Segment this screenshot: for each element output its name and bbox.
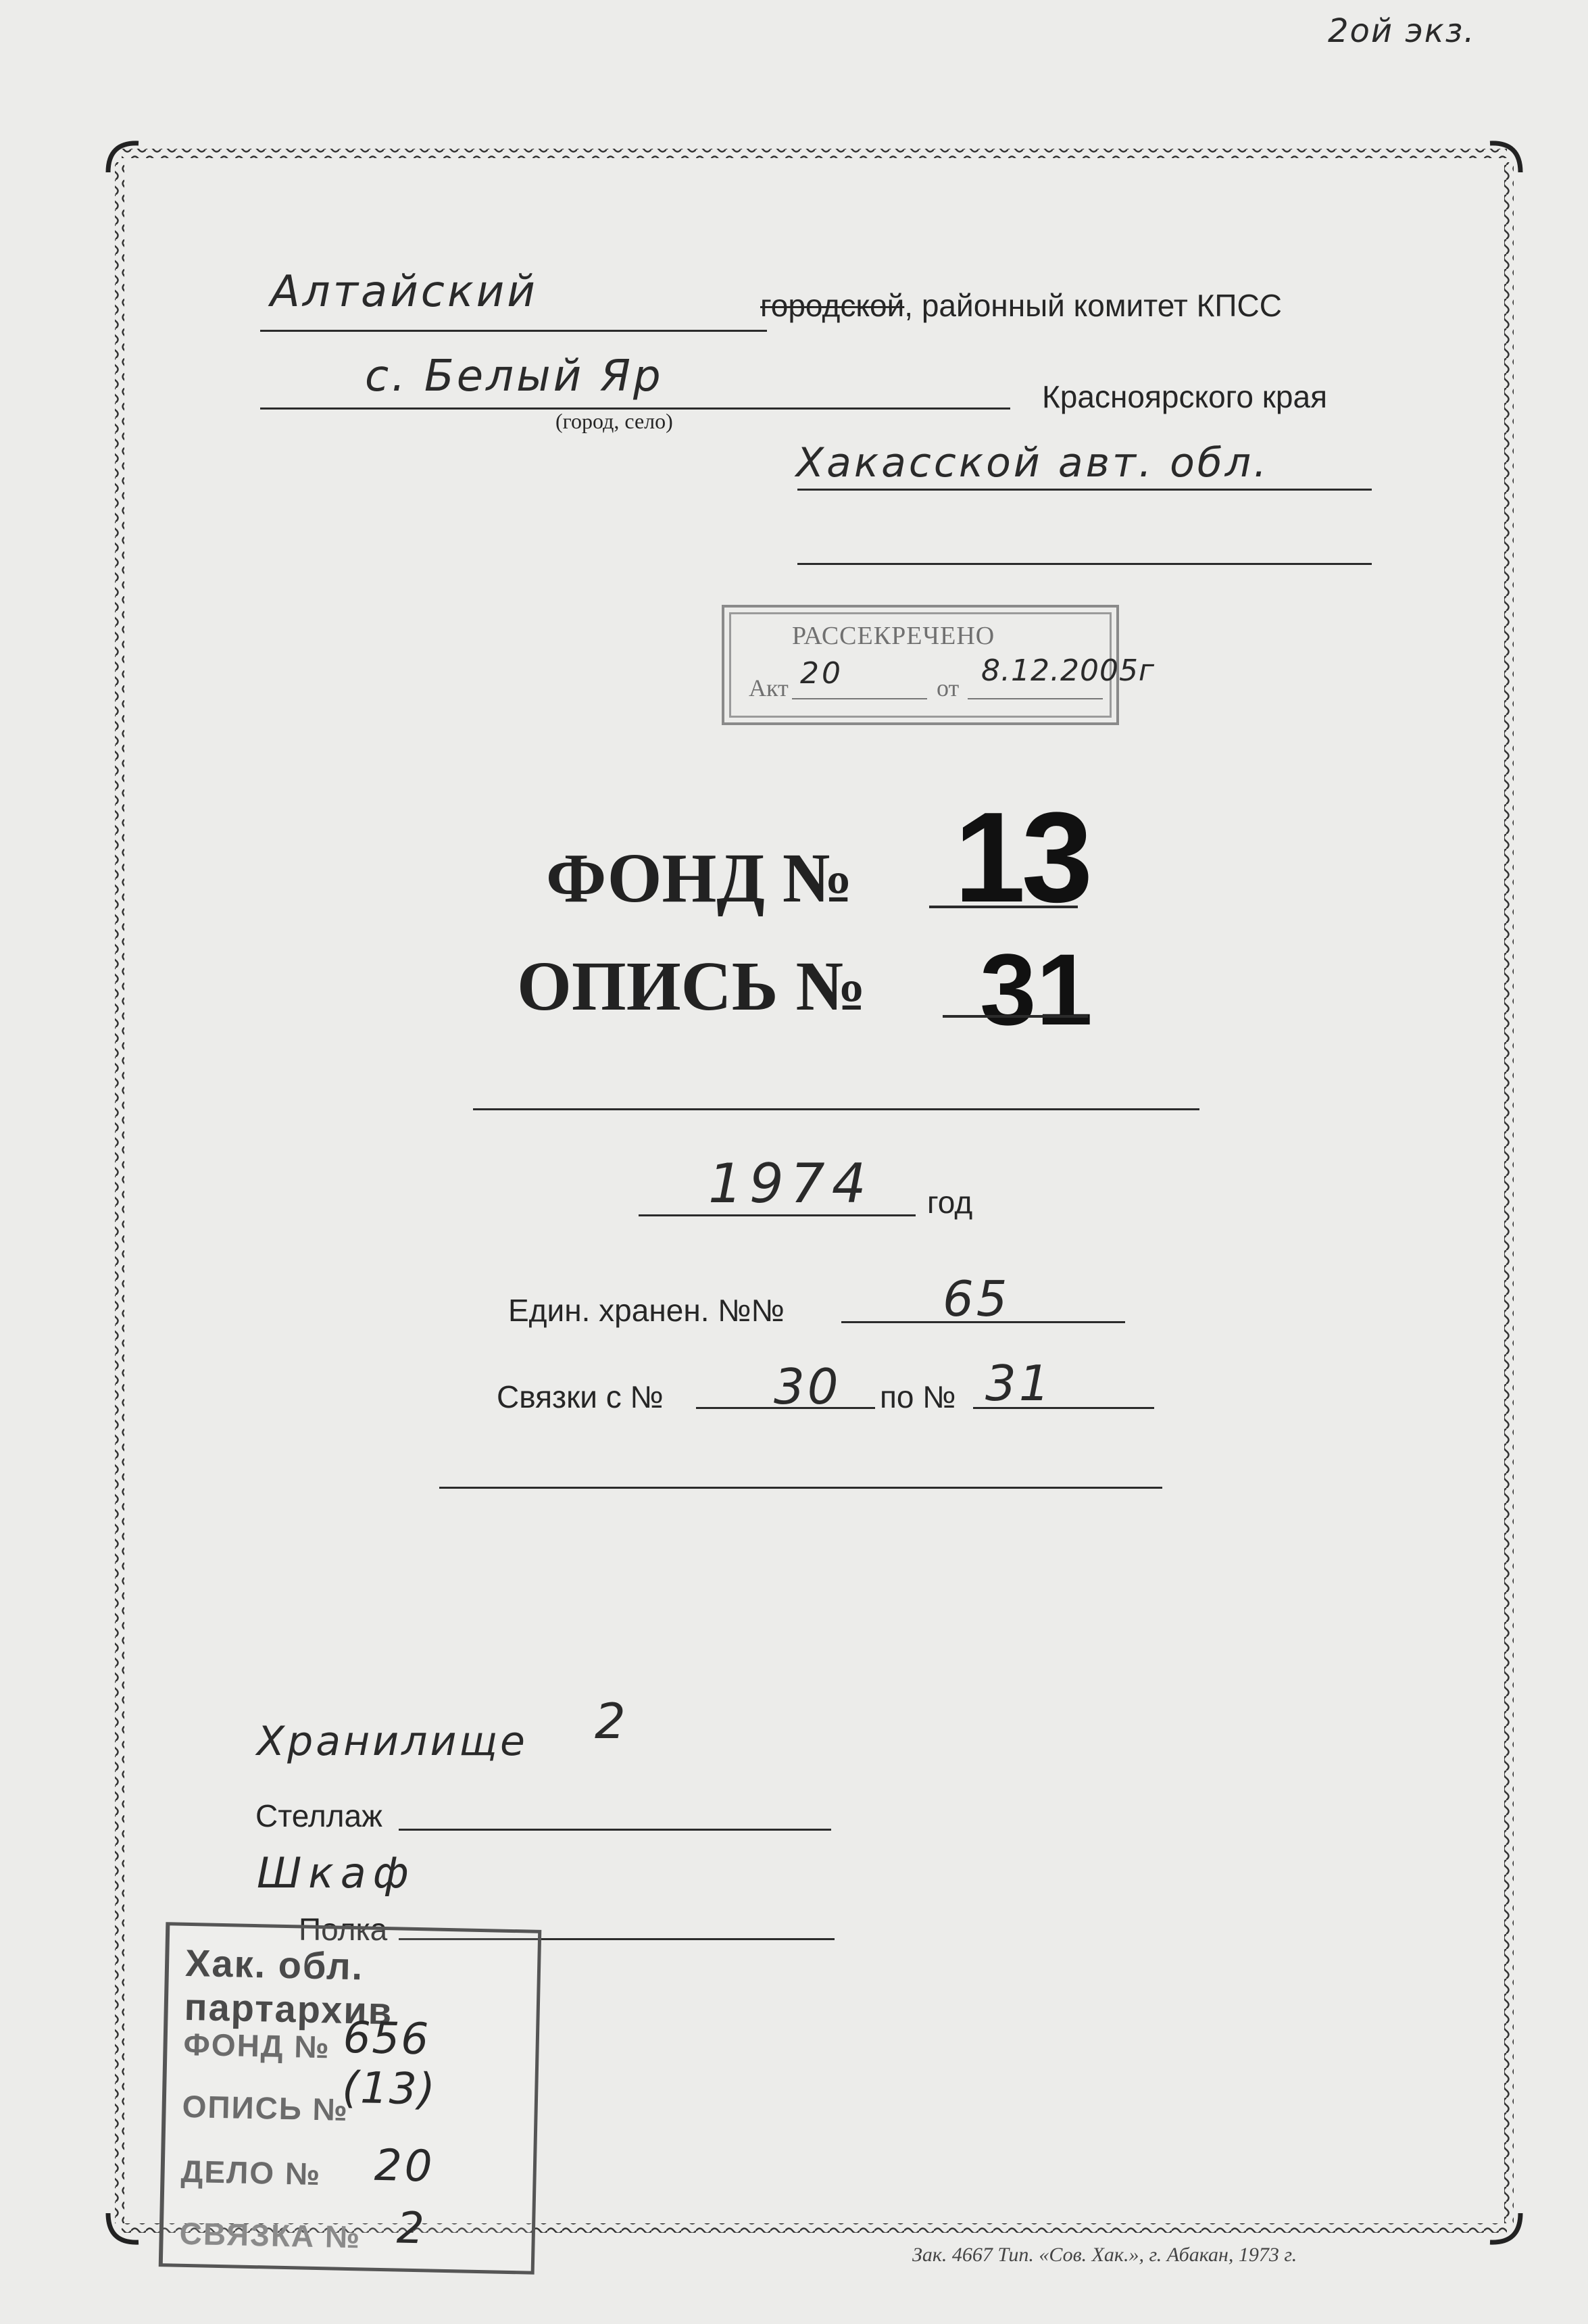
archive-svyazka-value: 2 <box>396 2203 428 2254</box>
bundles-to-label: по № <box>880 1379 956 1414</box>
archive-delo-label: ДЕЛО № <box>180 2153 322 2192</box>
copy-note: 2ой экз. <box>1328 12 1476 50</box>
archive-opis-label: ОПИСЬ № <box>182 2088 349 2127</box>
fond-label: ФОНД № <box>546 839 853 917</box>
village-name: с. Белый Яр <box>365 351 664 401</box>
print-imprint: Зак. 4667 Тип. «Сов. Хак.», г. Абакан, 1973 г. <box>912 2244 1297 2266</box>
opis-label: ОПИСЬ № <box>517 947 867 1025</box>
year-label: год <box>927 1185 973 1220</box>
archive-stamp <box>159 1922 542 2275</box>
struck-word: городской <box>760 288 905 323</box>
shelf-label: Полка <box>299 1912 388 1947</box>
vault-label: Хранилище <box>257 1718 528 1765</box>
bundles-to-value: 31 <box>985 1355 1053 1412</box>
cabinet-label: Шкаф <box>257 1848 416 1898</box>
district-name: Алтайский <box>270 267 538 317</box>
krai-label: Красноярского края <box>1042 379 1327 414</box>
archive-delo-value: 20 <box>374 2140 436 2192</box>
stamp-title: РАССЕКРЕЧЕНО <box>792 622 995 650</box>
bundles-from-label: Связки с № <box>497 1379 664 1414</box>
fond-number: 13 <box>954 786 1089 929</box>
year-value: 1974 <box>708 1152 873 1215</box>
declass-date: 8.12.2005г <box>981 653 1156 688</box>
bundles-from-value: 30 <box>774 1358 841 1415</box>
act-number: 20 <box>800 656 843 691</box>
vault-value: 2 <box>595 1693 628 1750</box>
archive-fond-value: 656 (13) <box>341 2012 437 2115</box>
opis-number: 31 <box>980 933 1093 1046</box>
archive-title: Хак. обл. партархив <box>184 1941 393 2033</box>
units-label: Един. хранен. №№ <box>508 1293 785 1328</box>
rack-label: Стеллаж <box>255 1798 382 1833</box>
committee-label: , районный комитет КПСС <box>904 288 1282 323</box>
from-label: от <box>937 674 960 701</box>
units-value: 65 <box>943 1270 1010 1327</box>
oblast-name: Хакасской авт. обл. <box>796 439 1270 487</box>
act-label: Акт <box>749 674 789 701</box>
declassified-stamp <box>722 605 1156 725</box>
village-caption: (город, село) <box>555 409 673 433</box>
archive-fond-label: ФОНД № <box>183 2026 331 2065</box>
archive-svyazka-label: СВЯЗКА № <box>179 2215 362 2255</box>
